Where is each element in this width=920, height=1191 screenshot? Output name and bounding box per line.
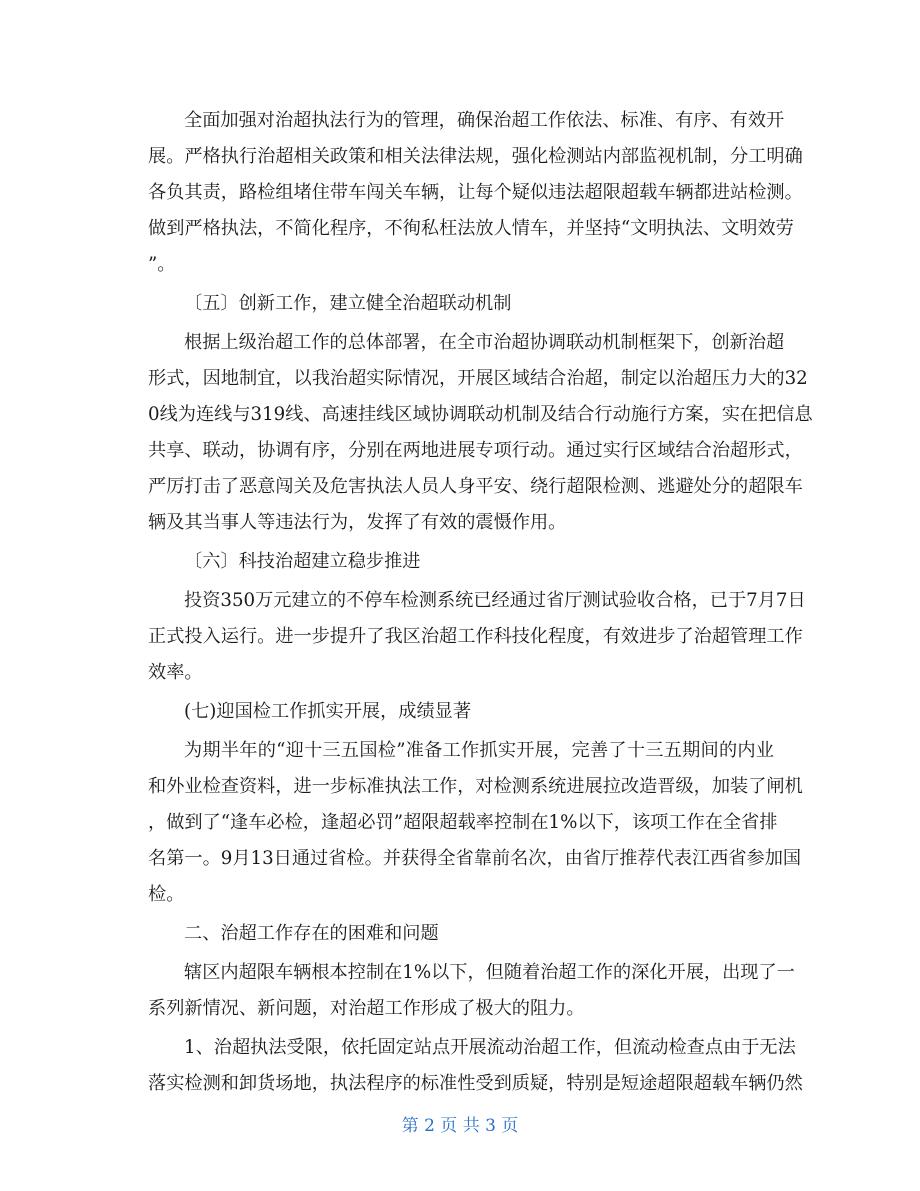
document-body: [148, 103, 813, 1102]
section-heading: 〔六〕科技治超建立稳步推进: [184, 551, 421, 572]
paragraph-line: 展。严格执行治超相关政策和相关法律法规，强化检测站内部监视机制，分工明确: [148, 146, 803, 167]
footer-suffix: 页: [501, 1116, 519, 1136]
section-heading: (七)迎国检工作抓实开展，成绩显著: [184, 701, 472, 722]
paragraph-line: 做到严格执法，不简化程序，不徇私枉法放人情车，并坚持“文明执法、文明效劳: [148, 218, 794, 239]
paragraph-line: 全面加强对治超执法行为的管理，确保治超工作依法、标准、有序、有效开: [184, 110, 785, 131]
paragraph-line: 投资350万元建立的不停车检测系统已经通过省厅测试验收合格，已于7月7日: [184, 590, 806, 611]
footer-prefix: 第: [401, 1116, 419, 1136]
paragraph-line: 名第一。9月13日通过省检。并获得全省靠前名次，由省厅推荐代表江西省参加国: [148, 848, 802, 869]
paragraph-line: 和外业检查资料，进一步标准执法工作，对检测系统进展拉改造晋级，加装了闸机: [148, 776, 803, 797]
section-heading: 〔五〕创新工作，建立健全治超联动机制: [184, 293, 512, 314]
paragraph-line: 根据上级治超工作的总体部署，在全市治超协调联动机制框架下，创新治超: [184, 332, 785, 353]
paragraph-line: 正式投入运行。进一步提升了我区治超工作科技化程度，有效进步了治超管理工作: [148, 626, 803, 647]
paragraph-line: 形式，因地制宜，以我治超实际情况，开展区域结合治超，制定以治超压力大的32: [148, 368, 808, 389]
paragraph-line: 各负其责，路检组堵住带车闯关车辆，让每个疑似违法超限超载车辆都进站检测。: [148, 182, 803, 203]
paragraph-line: 严厉打击了恶意闯关及危害执法人员人身平安、绕行超限检测、逃避处分的超限车: [148, 476, 803, 497]
section-heading: 二、治超工作存在的困难和问题: [184, 923, 439, 944]
paragraph-line: ”。: [148, 254, 176, 275]
paragraph-line: 系列新情况、新问题，对治超工作形成了极大的阻力。: [148, 998, 585, 1019]
paragraph-line: 落实检测和卸货场地，执法程序的标准性受到质疑，特别是短途超限超载车辆仍然: [148, 1073, 803, 1094]
paragraph-line: 效率。: [148, 662, 203, 683]
paragraph-line: 检。: [148, 884, 185, 905]
paragraph-line: 0线为连线与319线、高速挂线区域协调联动机制及结合行动施行方案，实在把信息: [148, 404, 813, 425]
paragraph-line: 为期半年的“迎十三五国检”准备工作抓实开展，完善了十三五期间的内业: [184, 740, 774, 761]
paragraph-line: ，做到了“逢车必检，逢超必罚”超限超载率控制在1%以下，该项工作在全省排: [148, 812, 778, 833]
paragraph-line: 共享、联动，协调有序，分别在两地进展专项行动。通过实行区域结合治超形式，: [148, 440, 803, 461]
footer-total-pages: 3: [485, 1116, 496, 1136]
footer-middle: 页 共: [440, 1116, 480, 1136]
page-footer: [0, 1111, 920, 1136]
paragraph-line: 辖区内超限车辆根本控制在1%以下，但随着治超工作的深化开展，出现了一: [184, 962, 795, 983]
footer-page-number: 2: [424, 1116, 435, 1136]
paragraph-line: 辆及其当事人等违法行为，发挥了有效的震慑作用。: [148, 512, 567, 533]
paragraph-line: 1、治超执法受限，依托固定站点开展流动治超工作，但流动检查点由于无法: [184, 1037, 796, 1058]
